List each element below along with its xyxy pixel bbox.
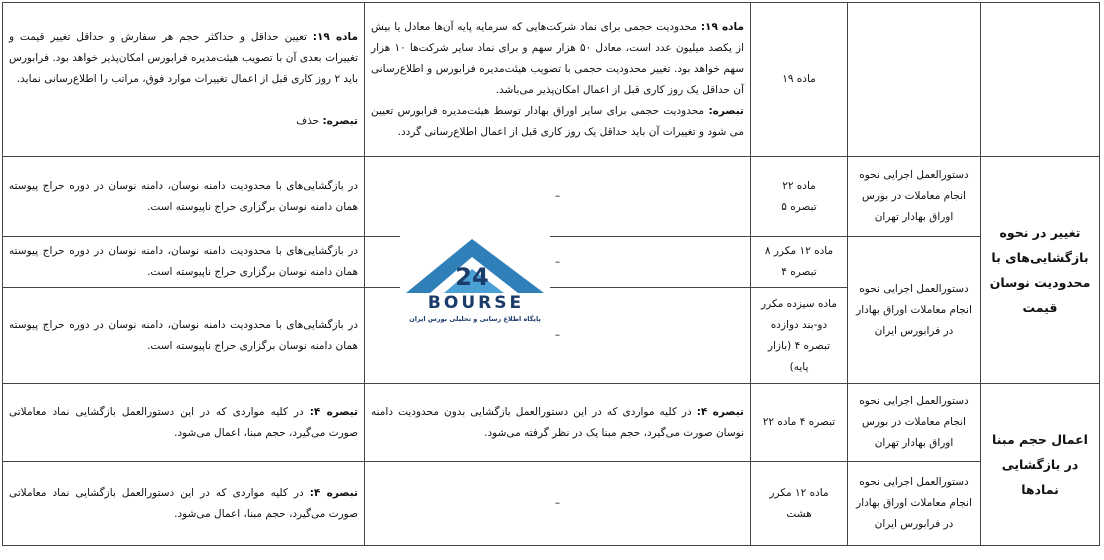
topic-cell-empty <box>981 3 1100 157</box>
previous-text-cell: – <box>365 157 751 237</box>
note-body: محدودیت حجمی برای سایر اوراق بهادار توسط هیئت‌مدیره فرابورس تعیین می شود و تغییرات آن باید حداقل یک روز کاری قبل از اعمال اطلاع‌رسانی گردد. <box>371 104 744 138</box>
logo-number: 24 <box>455 263 489 291</box>
article-cell <box>751 237 848 288</box>
article-cell: ماده ۱۲ مکرر هشت <box>751 462 848 546</box>
article-heading: ماده ۱۹: <box>700 20 744 33</box>
article-line: تبصره ۴ <box>781 266 817 278</box>
article-cell: ماده ۱۹ <box>751 3 848 157</box>
watermark-title: BOURSE <box>427 293 525 313</box>
regulation-cell: دستورالعمل اجرایی نحوه انجام معاملات در بورس اوراق بهادار تهران <box>848 157 981 237</box>
regulation-cell: دستورالعمل اجرایی نحوه انجام معاملات اوراق بهادار در فرابورس ایران <box>848 237 981 384</box>
regulation-cell: دستورالعمل اجرایی نحوه انجام معاملات اوراق بهادار در فرابورس ایران <box>848 462 981 546</box>
new-text-cell <box>3 384 365 462</box>
article-line: ماده ۱۲ مکرر ۸ <box>764 245 834 257</box>
note-heading: تبصره: <box>322 115 358 127</box>
article-line: ماده ۲۲ <box>782 179 816 192</box>
note-body: حذف <box>296 115 323 127</box>
previous-text-cell: – <box>365 462 751 546</box>
note-body: در کلیه مواردی که در این دستورالعمل بازگشایی نماد معاملاتی صورت می‌گیرد، حجم مبنا، اعمال می‌شود. <box>9 405 358 439</box>
article-cell: ماده سیزده مکرر دو-بند دوازده تبصره ۴ (بازار پایه) <box>751 288 848 384</box>
watermark-logo <box>400 235 550 335</box>
note-heading: تبصره ۴: <box>309 405 358 418</box>
article-heading: ماده ۱۹: <box>312 31 359 43</box>
previous-text-cell <box>365 3 751 157</box>
table-row <box>3 462 1100 546</box>
topic-cell: اعمال حجم مبنا در بازگشایی نمادها <box>981 384 1100 546</box>
table-row <box>3 384 1100 462</box>
table-row <box>3 157 1100 237</box>
note-heading: تبصره ۴: <box>696 405 744 418</box>
new-text-cell <box>3 462 365 546</box>
article-cell <box>751 157 848 237</box>
new-text-cell: در بازگشایی‌های با محدودیت دامنه نوسان، دامنه نوسان در دوره حراج پیوسته همان دامنه نوسان برگزاری حراج ناپیوسته است. <box>3 157 365 237</box>
new-text-cell: در بازگشایی‌های با محدودیت دامنه نوسان، دامنه نوسان در دوره حراج پیوسته همان دامنه نوسان برگزاری حراج ناپیوسته است. <box>3 288 365 384</box>
article-body: محدودیت حجمی برای نماد شرکت‌هایی که سرمایه پایه آن‌ها معادل یا بیش از یکصد میلیون عدد است، معادل ۵۰ هزار سهم و برای نماد سایر شرکت‌ها ۱۰ هزار سهم خواهد بود. تغییر محدودیت حجمی با تصویب هیئت‌مدیره فرابورس و اطلاع‌رسانی آن حداقل یک روز کاری قبل از اعمال امکان‌پذیر می‌باشد. <box>371 20 745 96</box>
note-body: در کلیه مواردی که در این دستورالعمل بازگشایی بدون محدودیت دامنه نوسان صورت می‌گیرد، حجم مبنا یک در نظر گرفته می‌شود. <box>371 405 744 439</box>
new-text-cell: در بازگشایی‌های با محدودیت دامنه نوسان، دامنه نوسان در دوره حراج پیوسته همان دامنه نوسان برگزاری حراج ناپیوسته است. <box>3 237 365 288</box>
article-line: تبصره ۵ <box>781 200 817 213</box>
article-cell: تبصره ۴ ماده ۲۲ <box>751 384 848 462</box>
article-body: تعیین حداقل و حداکثر حجم هر سفارش و حداقل تغییر قیمت و تغییرات بعدی آن با تصویب هیئت‌مدیره فرابورس امکان‌پذیر خواهد بود. فرابورس باید ۲ روز کاری قبل از اعمال تغییرات موارد فوق، مراتب را اطلاع‌رسانی نماید. <box>9 31 358 85</box>
note-body: در کلیه مواردی که در این دستورالعمل بازگشایی نماد معاملاتی صورت می‌گیرد، حجم مبنا، اعمال می‌شود. <box>9 486 358 520</box>
previous-text-cell: – <box>365 237 751 288</box>
table-row <box>3 237 1100 288</box>
note-heading: تبصره: <box>708 104 744 117</box>
previous-text-cell: – <box>365 288 751 384</box>
mountain-icon <box>400 235 550 295</box>
topic-cell: تغییر در نحوه بازگشایی‌های با محدودیت نوسان قیمت <box>981 157 1100 384</box>
comparison-table <box>2 2 1100 546</box>
watermark-subtitle: پایگاه اطلاع رسانی و تحلیلی بورس ایران <box>409 315 541 323</box>
regulation-cell: دستورالعمل اجرایی نحوه انجام معاملات در بورس اوراق بهادار تهران <box>848 384 981 462</box>
table-row <box>3 3 1100 157</box>
regulation-cell-empty <box>848 3 981 157</box>
new-text-cell <box>3 3 365 157</box>
note-heading: تبصره ۴: <box>309 486 358 499</box>
previous-text-cell <box>365 384 751 462</box>
